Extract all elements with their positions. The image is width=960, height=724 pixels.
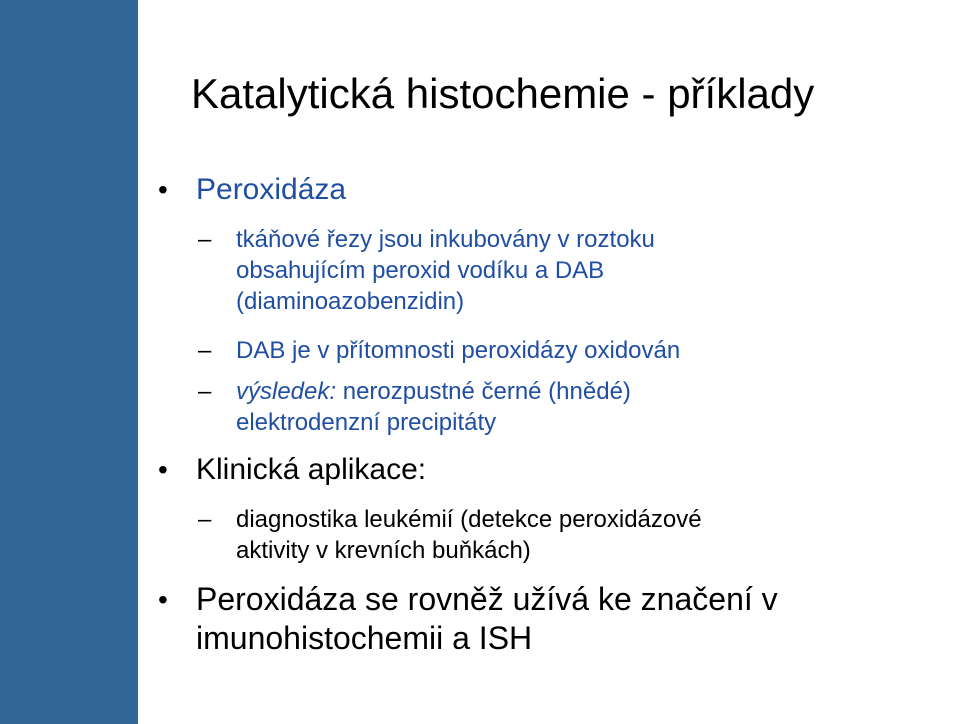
sub-bullet-line: aktivity v krevních buňkách) [236, 537, 531, 564]
dash-marker: – [198, 226, 212, 253]
sub-bullet-line [236, 376, 631, 407]
bullet-text: Klinická aplikace: [196, 453, 427, 486]
bullet-text: Peroxidáza [196, 173, 347, 206]
bullet-peroxidaza [158, 173, 347, 207]
sub-bullet-line: DAB je v přítomnosti peroxidázy oxidován [236, 337, 681, 364]
bullet-marker: • [158, 584, 168, 615]
sub-bullet-line: (diaminoazobenzidin) [236, 288, 465, 315]
sub-bullet-leukemia-diagnostics [198, 504, 702, 566]
dash-marker: – [198, 378, 212, 405]
bullet-immunohistochemistry [158, 580, 778, 658]
dash-marker: – [198, 506, 212, 533]
bullet-clinical-application [158, 453, 427, 487]
sub-bullet-line: tkáňové řezy jsou inkubovány v roztoku [236, 226, 655, 253]
left-accent-bar [0, 0, 138, 724]
slide-title: Katalytická histochemie - příklady [191, 70, 815, 117]
sub-bullet-line: elektrodenzní precipitáty [236, 409, 497, 436]
result-text: nerozpustné černé (hnědé) [336, 378, 631, 405]
result-lead-label: výsledek: [236, 378, 337, 405]
bullet-line: Peroxidáza se rovněž užívá ke značení v [196, 581, 778, 617]
bullet-line: imunohistochemii a ISH [196, 620, 533, 656]
sub-bullet-line: diagnostika leukémií (detekce peroxidázové [236, 506, 702, 533]
sub-bullet-line: obsahujícím peroxid vodíku a DAB [236, 257, 605, 284]
dash-marker: – [198, 337, 212, 364]
bullet-marker: • [158, 454, 168, 485]
sub-bullet-tissue-sections [198, 224, 655, 317]
sub-bullet-result [198, 376, 631, 438]
sub-bullet-dab-oxidation [198, 335, 681, 366]
bullet-marker: • [158, 174, 168, 205]
